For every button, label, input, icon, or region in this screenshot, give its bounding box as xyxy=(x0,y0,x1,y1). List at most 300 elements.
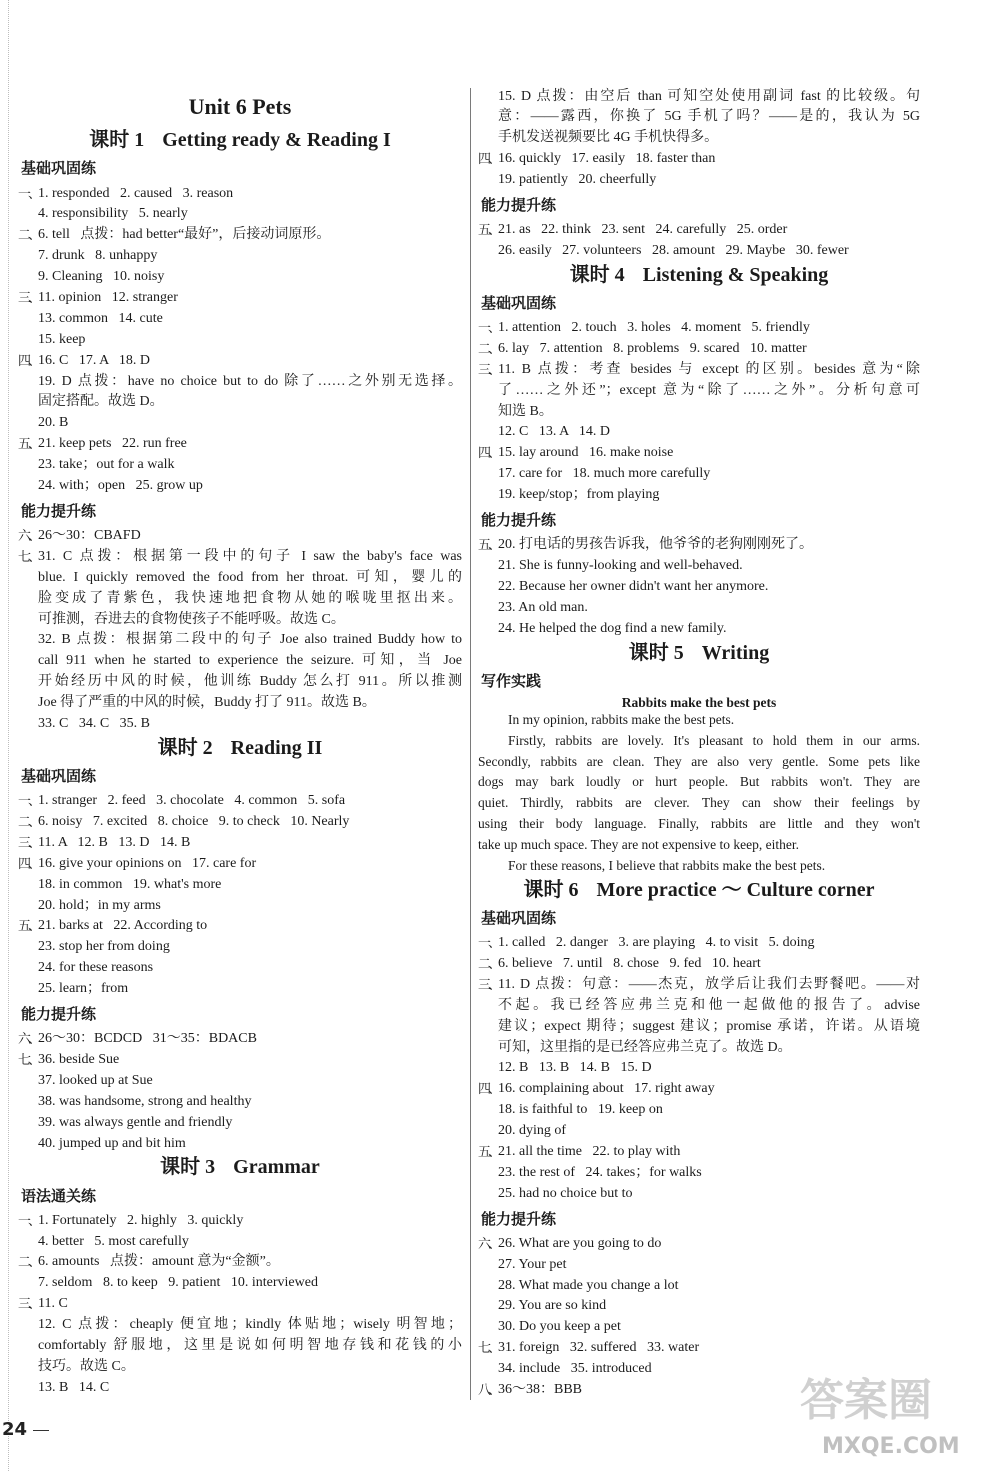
marker-spacer xyxy=(478,1276,498,1297)
answer-text: 22. Because her owner didn't want her anymore. xyxy=(498,578,769,594)
item-marker: 四、 xyxy=(478,151,499,167)
answer-item xyxy=(18,434,462,455)
item-marker: 一、 xyxy=(18,793,39,809)
marker-spacer xyxy=(18,589,38,610)
marker-spacer xyxy=(478,402,498,423)
marker-spacer xyxy=(478,464,498,485)
marker-spacer xyxy=(478,241,498,262)
answer-item xyxy=(18,979,462,1000)
answer-line xyxy=(478,149,920,170)
section-heading: 写作实践 xyxy=(481,671,542,690)
lesson-heading xyxy=(18,127,462,154)
answer-text: 6. believe 7. until 8. chose 9. fed 10. heart xyxy=(498,955,761,971)
answer-text: 16. C 17. A 18. D xyxy=(38,352,151,368)
answer-line xyxy=(18,526,462,547)
answer-text: 1. called 2. danger 3. are playing 4. to visit 5. doing xyxy=(498,935,815,951)
answer-text: 6. amounts 点拨：amount 意为“金额”。 xyxy=(38,1254,280,1270)
answer-line xyxy=(18,630,462,651)
answer-item xyxy=(18,1050,462,1071)
marker-spacer xyxy=(478,996,498,1017)
marker-spacer xyxy=(478,1359,498,1380)
answer-text: 12. B 13. B 14. B 15. D xyxy=(498,1060,652,1076)
section-heading: 基础巩固练 xyxy=(481,908,557,927)
answer-item xyxy=(478,443,920,464)
answer-item xyxy=(478,1121,920,1142)
answer-line xyxy=(18,714,462,735)
answer-item xyxy=(478,485,920,506)
answer-item xyxy=(18,1378,462,1399)
marker-spacer xyxy=(18,455,38,476)
answer-item xyxy=(18,916,462,937)
unit-title: Unit 6 Pets xyxy=(188,93,292,119)
marker-spacer xyxy=(18,1378,38,1399)
answer-text: 19. patiently 20. cheerfully xyxy=(498,172,657,188)
item-marker: 二、 xyxy=(478,955,499,971)
answer-text: 6. lay 7. attention 8. problems 9. scared 10. matter xyxy=(498,340,807,356)
answer-item xyxy=(478,220,920,241)
answer-item xyxy=(18,476,462,497)
answer-item xyxy=(478,1296,920,1317)
watermark-site: MXQE.COM xyxy=(822,1434,960,1459)
answer-text: 12. C 点拨：cheaply 便宜地；kindly 体贴地；wisely 明智地； xyxy=(38,1317,462,1333)
answer-item xyxy=(18,309,462,330)
right-column xyxy=(478,87,920,1401)
answer-text: 31. foreign 32. suffered 33. water xyxy=(498,1340,700,1356)
answer-line xyxy=(18,1092,462,1113)
marker-spacer xyxy=(18,309,38,330)
answer-text: 4. better 5. most carefully xyxy=(38,1233,189,1249)
answer-line xyxy=(478,1100,920,1121)
marker-spacer xyxy=(478,556,498,577)
item-marker: 四、 xyxy=(18,855,39,871)
answer-item xyxy=(478,1255,920,1276)
answer-item xyxy=(18,833,462,854)
answer-text: 33. C 34. C 35. B xyxy=(38,716,151,732)
marker-spacer xyxy=(18,1232,38,1253)
answer-text: 手机发送视频要比 4G 手机快得多。 xyxy=(498,130,719,146)
answer-item xyxy=(18,630,462,714)
page-number-rule xyxy=(33,1430,49,1431)
essay-title: Rabbits make the best pets xyxy=(621,694,777,710)
answer-item xyxy=(18,526,462,547)
answer-line xyxy=(18,589,462,610)
answer-text: 24. for these reasons xyxy=(38,960,154,976)
answer-item xyxy=(18,1252,462,1273)
item-marker: 二、 xyxy=(18,814,39,830)
section-heading: 基础巩固练 xyxy=(21,767,97,786)
answer-text: 26. easily 27. volunteers 28. amount 29. Maybe 30. fewer xyxy=(498,242,849,258)
item-marker: 五、 xyxy=(478,1143,499,1159)
marker-spacer xyxy=(478,1017,498,1038)
marker-spacer xyxy=(18,714,38,735)
answer-text: 16. quickly 17. easily 18. faster than xyxy=(498,151,716,167)
marker-spacer xyxy=(478,381,498,402)
answer-text: Joe 得了严重的中风的时候，Buddy 打了 911。故选 B。 xyxy=(38,695,376,711)
answer-item xyxy=(18,1029,462,1050)
column-divider xyxy=(470,88,471,1400)
answer-text: 20. hold；in my arms xyxy=(38,897,161,913)
essay-line: Secondly, rabbits are clean. They are also very gentle. Some pets like xyxy=(478,753,920,769)
answer-text: comfortably 舒服地，这里是说如何明智地存钱和花钱的小 xyxy=(38,1338,462,1353)
answer-line xyxy=(18,1336,462,1357)
answer-text: 16. complaining about 17. right away xyxy=(498,1081,715,1097)
marker-spacer xyxy=(18,372,38,393)
answer-line xyxy=(18,568,462,589)
item-marker: 三、 xyxy=(478,361,499,377)
page-number: 24 xyxy=(2,1419,28,1440)
binding-edge-line xyxy=(8,0,9,1471)
answer-text: 1. stranger 2. feed 3. chocolate 4. common 5. sofa xyxy=(38,793,346,809)
item-marker: 三、 xyxy=(18,290,39,306)
answer-line xyxy=(478,220,920,241)
marker-spacer xyxy=(18,958,38,979)
essay-line: quiet. Thirdly, rabbits are clever. They can show their feelings by xyxy=(478,795,920,811)
item-marker: 五、 xyxy=(478,222,499,238)
answer-item xyxy=(18,714,462,735)
answer-item xyxy=(18,288,462,309)
answer-text: 31. C 点拨：根据第一段中的句子 I saw the baby's face was xyxy=(38,548,462,564)
section-heading: 基础巩固练 xyxy=(21,159,97,178)
answer-line xyxy=(18,610,462,631)
answer-text: 40. jumped up and bit him xyxy=(38,1135,186,1151)
marker-spacer xyxy=(18,246,38,267)
item-marker: 六、 xyxy=(18,1031,39,1047)
answer-line xyxy=(18,225,462,246)
lesson-heading xyxy=(478,640,920,667)
marker-spacer xyxy=(18,1315,38,1336)
answer-line xyxy=(18,1134,462,1155)
answer-item xyxy=(18,854,462,875)
answer-text: 15. keep xyxy=(38,331,86,347)
essay-line: Firstly, rabbits are lovely. It's pleasant to hold them in our arms. xyxy=(508,732,920,748)
marker-spacer xyxy=(478,128,498,149)
answer-line xyxy=(18,1315,462,1336)
marker-spacer xyxy=(478,1317,498,1338)
marker-spacer xyxy=(18,979,38,1000)
answer-item xyxy=(18,246,462,267)
marker-spacer xyxy=(18,1357,38,1378)
answer-text: 25. learn；from xyxy=(38,981,129,997)
marker-spacer xyxy=(478,577,498,598)
answer-line xyxy=(478,556,920,577)
marker-spacer xyxy=(18,896,38,917)
marker-spacer xyxy=(478,1038,498,1059)
answer-item xyxy=(478,1184,920,1205)
marker-spacer xyxy=(18,630,38,651)
answer-text: 建议；expect 期待；suggest 建议；promise 承诺，许诺。从语境 xyxy=(498,1018,920,1034)
answer-text: 20. B xyxy=(38,415,69,431)
answer-line xyxy=(18,791,462,812)
item-marker: 六、 xyxy=(18,528,39,544)
marker-spacer xyxy=(18,476,38,497)
answer-item xyxy=(18,937,462,958)
answer-item xyxy=(18,455,462,476)
item-marker: 二、 xyxy=(18,227,39,243)
lesson-heading xyxy=(18,735,462,762)
marker-spacer xyxy=(478,1255,498,1276)
marker-spacer xyxy=(18,568,38,589)
answer-text: blue. I quickly removed the food from her throat. 可知，婴儿的 xyxy=(38,569,462,585)
answer-line xyxy=(18,833,462,854)
answer-text: 25. had no choice but to xyxy=(498,1185,633,1201)
answer-line xyxy=(478,128,920,149)
answer-item xyxy=(18,1273,462,1294)
item-marker: 七、 xyxy=(478,1340,499,1356)
answer-item xyxy=(478,87,920,150)
answer-line xyxy=(478,318,920,339)
section-heading: 语法通关练 xyxy=(21,1186,97,1205)
answer-item xyxy=(478,241,920,262)
answer-item xyxy=(478,1058,920,1079)
answer-item xyxy=(18,1294,462,1315)
lesson-label: 课时 6 xyxy=(523,878,579,901)
answer-text: 26～30：CBAFD xyxy=(38,528,141,544)
answer-item xyxy=(18,1134,462,1155)
answer-line xyxy=(18,392,462,413)
answer-line xyxy=(478,443,920,464)
answer-line xyxy=(478,954,920,975)
answer-line xyxy=(18,372,462,393)
answer-item xyxy=(478,1276,920,1297)
answer-item xyxy=(478,933,920,954)
answer-line xyxy=(478,360,920,381)
answer-text: 20. dying of xyxy=(498,1123,567,1139)
answer-line xyxy=(18,309,462,330)
answer-line xyxy=(478,535,920,556)
answer-text: 1. Fortunately 2. highly 3. quickly xyxy=(38,1212,244,1228)
answer-line xyxy=(478,933,920,954)
answer-text: 意：——露西，你换了 5G 手机了吗？——是的，我认为 5G xyxy=(498,109,920,125)
marker-spacer xyxy=(478,107,498,128)
answer-item xyxy=(478,1163,920,1184)
answer-item xyxy=(18,875,462,896)
answer-text: 26～30：BCDCD 31～35：BDACB xyxy=(38,1031,257,1047)
answer-line xyxy=(18,204,462,225)
answer-text: 17. care for 18. much more carefully xyxy=(498,466,711,482)
lesson-label: 课时 2 xyxy=(157,736,213,759)
answer-text: 18. in common 19. what's more xyxy=(38,876,222,892)
lesson-title: Listening & Speaking xyxy=(642,263,829,286)
item-marker: 一、 xyxy=(478,935,499,951)
essay-line: For these reasons, I believe that rabbits make the best pets. xyxy=(508,858,826,873)
answer-item xyxy=(18,1113,462,1134)
answer-text: 34. include 35. introduced xyxy=(498,1361,652,1377)
answer-text: 1. responded 2. caused 3. reason xyxy=(38,185,234,201)
answer-item xyxy=(18,547,462,631)
answer-item xyxy=(18,372,462,414)
essay-paragraph xyxy=(478,710,920,731)
answer-item xyxy=(478,975,920,1059)
answer-text: 可知，这里指的是已经答应弗兰克了。故选 D。 xyxy=(498,1039,792,1055)
answer-line xyxy=(18,1071,462,1092)
answer-text: 18. is faithful to 19. keep on xyxy=(498,1102,663,1118)
answer-text: 脸变成了青紫色，我快速地把食物从她的喉咙里抠出来。 xyxy=(38,590,462,606)
answer-line xyxy=(18,547,462,568)
answer-line xyxy=(18,854,462,875)
answer-line xyxy=(18,413,462,434)
answer-line xyxy=(18,672,462,693)
answer-item xyxy=(478,1142,920,1163)
item-marker: 五、 xyxy=(18,918,39,934)
lesson-label: 课时 3 xyxy=(160,1156,216,1179)
answer-item xyxy=(18,1071,462,1092)
answer-text: 13. B 14. C xyxy=(38,1379,110,1395)
answer-text: 12. C 13. A 14. D xyxy=(498,424,611,440)
answer-line xyxy=(18,693,462,714)
answer-line xyxy=(478,1338,920,1359)
answer-text: 29. You are so kind xyxy=(498,1298,607,1314)
answer-line xyxy=(478,598,920,619)
answer-item xyxy=(18,330,462,351)
answer-text: 38. was handsome, strong and healthy xyxy=(38,1093,252,1109)
answer-item xyxy=(478,556,920,577)
answer-item xyxy=(18,351,462,372)
item-marker: 一、 xyxy=(18,185,39,201)
essay-paragraph xyxy=(478,731,920,856)
essay-line: In my opinion, rabbits make the best pets. xyxy=(508,711,735,727)
answer-item xyxy=(18,1211,462,1232)
answer-text: 36. beside Sue xyxy=(38,1052,120,1068)
marker-spacer xyxy=(478,1184,498,1205)
answer-text: 23. stop her from doing xyxy=(38,939,170,955)
answer-item xyxy=(18,791,462,812)
essay-line: using their body language. Finally, rabbits are little and they won't xyxy=(478,816,920,832)
answer-line xyxy=(18,330,462,351)
answer-line xyxy=(18,1273,462,1294)
answer-text: 23. take；out for a walk xyxy=(38,457,175,473)
answer-text: 开始经历中风的时候，他训练 Buddy 怎么打 911。所以推测 xyxy=(38,674,462,690)
answer-text: 23. An old man. xyxy=(498,599,588,615)
essay-line: take up much space. They are not expensive to keep, either. xyxy=(478,837,800,853)
answer-line xyxy=(18,1378,462,1399)
answer-line xyxy=(18,455,462,476)
section-heading: 基础巩固练 xyxy=(481,293,557,312)
answer-text: 16. give your opinions on 17. care for xyxy=(38,855,257,871)
answer-text: 9. Cleaning 10. noisy xyxy=(38,269,165,285)
answer-item xyxy=(478,149,920,170)
answer-line xyxy=(478,1163,920,1184)
answer-text: 15. lay around 16. make noise xyxy=(498,445,674,461)
marker-spacer xyxy=(18,1273,38,1294)
answer-line xyxy=(18,937,462,958)
marker-spacer xyxy=(478,598,498,619)
answer-line xyxy=(18,1029,462,1050)
answer-text: 24. He helped the dog find a new family. xyxy=(498,620,727,636)
essay-line: dogs may bark loudly or hurt people. But rabbits won't. They are xyxy=(478,774,920,790)
answer-line xyxy=(478,1079,920,1100)
answer-text: 4. responsibility 5. nearly xyxy=(38,206,188,222)
answer-text: 32. B 点拨：根据第二段中的句子 Joe also trained Buddy how to xyxy=(38,632,462,648)
answer-line xyxy=(18,916,462,937)
answer-line xyxy=(18,896,462,917)
answer-text: 13. common 14. cute xyxy=(38,310,163,326)
marker-spacer xyxy=(18,651,38,672)
answer-line xyxy=(478,241,920,262)
lesson-heading xyxy=(18,1154,462,1181)
answer-text: 11. D 点拨：句意：——杰克，放学后让我们去野餐吧。——对 xyxy=(498,976,920,992)
answer-text: 技巧。故选 C。 xyxy=(38,1358,135,1374)
marker-spacer xyxy=(18,693,38,714)
item-marker: 一、 xyxy=(478,320,499,336)
answer-line xyxy=(18,351,462,372)
lesson-title: Grammar xyxy=(233,1156,320,1179)
watermark-logo: 答案圈 xyxy=(800,1375,932,1426)
answer-line xyxy=(478,1255,920,1276)
answer-line xyxy=(478,1234,920,1255)
answer-line xyxy=(478,975,920,996)
answer-item xyxy=(478,577,920,598)
item-marker: 四、 xyxy=(478,445,499,461)
lesson-title: Getting ready & Reading I xyxy=(162,129,391,152)
answer-text: 28. What made you change a lot xyxy=(498,1277,679,1293)
marker-spacer xyxy=(478,1121,498,1142)
marker-spacer xyxy=(18,413,38,434)
answer-line xyxy=(18,476,462,497)
answer-line xyxy=(478,170,920,191)
marker-spacer xyxy=(478,1100,498,1121)
answer-text: 27. Your pet xyxy=(498,1256,567,1272)
answer-line xyxy=(18,1357,462,1378)
marker-spacer xyxy=(18,610,38,631)
answer-item xyxy=(18,184,462,205)
answer-item xyxy=(478,619,920,640)
answer-text: 20. 打电话的男孩告诉我，他爷爷的老狗刚刚死了。 xyxy=(498,537,813,553)
answer-line xyxy=(18,1050,462,1071)
lesson-label: 课时 1 xyxy=(89,129,145,152)
answer-item xyxy=(18,958,462,979)
answer-text: 21. She is funny-looking and well-behaved. xyxy=(498,558,743,574)
marker-spacer xyxy=(478,1058,498,1079)
answer-line xyxy=(18,958,462,979)
answer-line xyxy=(478,619,920,640)
answer-line xyxy=(18,184,462,205)
marker-spacer xyxy=(18,1092,38,1113)
item-marker: 五、 xyxy=(478,537,499,553)
answer-line xyxy=(478,87,920,108)
answer-text: 7. seldom 8. to keep 9. patient 10. interviewed xyxy=(38,1275,318,1291)
item-marker: 二、 xyxy=(18,1254,39,1270)
section-heading: 能力提升练 xyxy=(481,195,557,214)
answer-line xyxy=(478,381,920,402)
answer-text: 21. keep pets 22. run free xyxy=(38,436,187,452)
answer-text: 24. with；open 25. grow up xyxy=(38,478,203,494)
essay-paragraph xyxy=(478,856,920,877)
marker-spacer xyxy=(18,1071,38,1092)
answer-text: 37. looked up at Sue xyxy=(38,1072,153,1088)
lesson-title: Reading II xyxy=(230,736,323,759)
answer-item xyxy=(478,464,920,485)
answer-item xyxy=(478,318,920,339)
answer-line xyxy=(478,1121,920,1142)
answer-line xyxy=(18,979,462,1000)
item-marker: 一、 xyxy=(18,1212,39,1228)
answer-item xyxy=(18,225,462,246)
answer-item xyxy=(18,413,462,434)
answer-text: 30. Do you keep a pet xyxy=(498,1319,621,1335)
item-marker: 四、 xyxy=(18,352,39,368)
lesson-heading xyxy=(478,877,920,904)
answer-text: 39. was always gentle and friendly xyxy=(38,1114,233,1130)
marker-spacer xyxy=(478,1163,498,1184)
answer-item xyxy=(478,1100,920,1121)
lesson-title: Writing xyxy=(701,641,770,664)
answer-line xyxy=(18,434,462,455)
answer-item xyxy=(478,422,920,443)
marker-spacer xyxy=(478,619,498,640)
answer-line xyxy=(18,1211,462,1232)
marker-spacer xyxy=(18,1134,38,1155)
marker-spacer xyxy=(478,485,498,506)
